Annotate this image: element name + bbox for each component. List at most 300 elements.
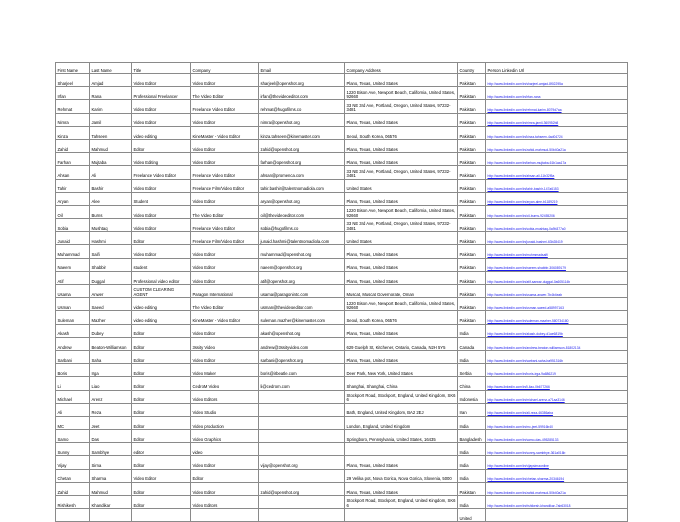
cell-email: sarbani@openshot.org	[259, 350, 345, 363]
cell-first-name: Boris	[56, 364, 90, 377]
cell-company: Video Editor	[191, 153, 259, 166]
table-row	[56, 74, 628, 87]
table-row	[56, 337, 628, 350]
cell-email: nimra@openshot.org	[259, 113, 345, 126]
cell-company: Video Editor	[191, 139, 259, 152]
cell-country: Canada	[458, 337, 486, 350]
cell-company: video	[191, 443, 259, 456]
cell-last-name: Sharma	[90, 469, 132, 482]
cell-email: suleman.mazher@kinemaster.com	[259, 311, 345, 324]
cell-email: usman@thevideoeditor.com	[259, 298, 345, 311]
cell-email: irfan@thevideoeditor.com	[259, 87, 345, 100]
cell-title: Video Editing	[132, 153, 191, 166]
cell-title: Video Editor	[132, 100, 191, 113]
cell-first-name: Sunny	[56, 443, 90, 456]
cell-email: andrew@3ssityvideo.com	[259, 337, 345, 350]
cell-linkedin-url[interactable]: http://www.linkedin.com/in/sunny-sambhye-361a016b	[486, 443, 628, 456]
cell-company-address: Stockport Road, Stockport, England, United Kingdom, SK6 6	[345, 390, 458, 403]
cell-company: Freelance Video Editor	[191, 166, 259, 179]
cell-company: The Video Editor	[191, 87, 259, 100]
cell-title: Video Editor	[132, 74, 191, 87]
cell-company-address: United States	[345, 179, 458, 192]
cell-country: United	[458, 509, 486, 522]
cell-title: Editor	[132, 403, 191, 416]
cell-company-address: Plano, Texas, United States	[345, 153, 458, 166]
cell-country: Pakistan	[458, 139, 486, 152]
cell-first-name: Junaid	[56, 232, 90, 245]
cell-title: video editing	[132, 126, 191, 139]
cell-company-address: 1220 Bison Ave, Newport Beach, California, United States, 92660	[345, 87, 458, 100]
cell-first-name: Kinza	[56, 126, 90, 139]
cell-country: Pakistan	[458, 179, 486, 192]
cell-email: zahid@openshot.org	[259, 139, 345, 152]
cell-company-address: Plano, Texas, United States	[345, 139, 458, 152]
cell-country: Pakistan	[458, 192, 486, 205]
cell-email: naeem@openshot.org	[259, 258, 345, 271]
cell-first-name: Chetan	[56, 469, 90, 482]
table-row	[56, 271, 628, 284]
cell-email: junaid.hashmi@talentnomadiola.com	[259, 232, 345, 245]
cell-company-address: Springboro, Pennsylvania, United States, 16435	[345, 430, 458, 443]
cell-linkedin-url[interactable]: http://www.linkedin.com/in/michael-arenz-a71aa3146	[486, 390, 628, 403]
cell-title: Video Editor	[132, 219, 191, 232]
cell-first-name: Vijay	[56, 456, 90, 469]
cell-linkedin-url[interactable]: http://www.linkedin.com/in/samo-das-495285133	[486, 430, 628, 443]
table-row	[56, 377, 628, 390]
table-row	[56, 469, 628, 482]
table-row	[56, 430, 628, 443]
cell-first-name: Atif	[56, 271, 90, 284]
table-row	[56, 443, 628, 456]
cell-company-address: 1220 Bison Ave, Newport Beach, California, United States, 92660	[345, 205, 458, 218]
cell-last-name: Burns	[90, 205, 132, 218]
cell-title: Video Editor	[132, 113, 191, 126]
cell-title: Video Editor	[132, 245, 191, 258]
cell-email: boris@irbeatle.com	[259, 364, 345, 377]
cell-title: Editor	[132, 482, 191, 495]
cell-title: Freelance Video Editor	[132, 166, 191, 179]
cell-linkedin-url[interactable]: http://www.linkedin.com/in/irfan-rana	[486, 87, 628, 100]
cell-last-name: Amjad	[90, 74, 132, 87]
cell-last-name	[90, 509, 132, 522]
cell-company-address: Plano, Texas, United States	[345, 258, 458, 271]
cell-last-name: Jeet	[90, 416, 132, 429]
cell-title: Editor	[132, 364, 191, 377]
cell-last-name: Arenz	[90, 390, 132, 403]
cell-linkedin-url[interactable]: http://www.linkedin.com/in/chetan-sharma-20346194	[486, 469, 628, 482]
cell-linkedin-url[interactable]: http://www.linkedin.com/in/rehmat-karim-8079d7aa	[486, 100, 628, 113]
cell-company-address: Plano, Texas, United States	[345, 192, 458, 205]
cell-company: Editor	[191, 469, 259, 482]
cell-title: Student	[132, 192, 191, 205]
cell-email	[259, 403, 345, 416]
cell-linkedin-url[interactable]	[486, 509, 628, 522]
cell-country: India	[458, 456, 486, 469]
cell-company-address: Bath, England, United Kingdom, BA2 2EJ	[345, 403, 458, 416]
cell-company-address: United States	[345, 232, 458, 245]
cell-linkedin-url[interactable]: http://www.linkedin.com/in/boris-irga-9a886219	[486, 364, 628, 377]
cell-company-address: 33 NE 3rd Ave, Portland, Oregon, United States, 97232-3481	[345, 166, 458, 179]
cell-email: atif@openshot.org	[259, 271, 345, 284]
cell-company-address: Plano, Texas, United States	[345, 324, 458, 337]
cell-linkedin-url[interactable]: http://www.linkedin.com/in/sobia-mushtaq-0a9b377a0	[486, 219, 628, 232]
cell-title: Editor	[132, 377, 191, 390]
cell-country: Pakistan	[458, 113, 486, 126]
cell-linkedin-url[interactable]: http://www.linkedin.com/in/tahir-bashir-147a6153	[486, 179, 628, 192]
cell-first-name: Oil	[56, 205, 90, 218]
cell-first-name: Nimra	[56, 113, 90, 126]
cell-company-address: Shanghai, Shanghai, China	[345, 377, 458, 390]
cell-email: kinza.tahseen@kinemaster.com	[259, 126, 345, 139]
cell-email: zahid@openshot.org	[259, 482, 345, 495]
table-row	[56, 364, 628, 377]
cell-country: Pakistan	[458, 153, 486, 166]
cell-company-address: Deer Park, New York, United States	[345, 364, 458, 377]
table-row	[56, 192, 628, 205]
cell-first-name: Rishikesh	[56, 496, 90, 509]
cell-title: Professional Freelancer	[132, 87, 191, 100]
cell-email	[259, 469, 345, 482]
cell-company: Paragon International	[191, 285, 259, 298]
cell-country: India	[458, 324, 486, 337]
cell-last-name: Bashir	[90, 179, 132, 192]
cell-first-name: Muhammad	[56, 245, 90, 258]
cell-country: India	[458, 416, 486, 429]
cell-linkedin-url[interactable]: http://www.linkedin.com/in/usama-anwer-7b4b4eab	[486, 285, 628, 298]
cell-title	[132, 509, 191, 522]
cell-email	[259, 496, 345, 509]
cell-first-name	[56, 509, 90, 522]
cell-company: Video Editors	[191, 496, 259, 509]
cell-country: Pakistan	[458, 482, 486, 495]
cell-linkedin-url[interactable]: http://www.linkedin.com/in/oil-burns-92455206	[486, 205, 628, 218]
cell-last-name: Irga	[90, 364, 132, 377]
cell-linkedin-url[interactable]: http://www.linkedin.com/in/ahsan-ali-11b32f5a	[486, 166, 628, 179]
table-row	[56, 166, 628, 179]
cell-linkedin-url[interactable]: http://www.linkedin.com/in/suleman-mazher-580734180	[486, 311, 628, 324]
cell-company-address: Plano, Texas, United States	[345, 482, 458, 495]
cell-company: Freelance Film/Video Editor	[191, 232, 259, 245]
cell-last-name: Mujtaba	[90, 153, 132, 166]
table-row	[56, 232, 628, 245]
cell-company: Freelance Video Editor	[191, 219, 259, 232]
cell-company-address: 1220 Bison Ave, Newport Beach, California, United States, 92660	[345, 298, 458, 311]
table-row	[56, 113, 628, 126]
cell-last-name: Jamil	[90, 113, 132, 126]
cell-company: Video Editors	[191, 390, 259, 403]
header-row	[56, 63, 628, 74]
cell-email: farhan@openshot.org	[259, 153, 345, 166]
cell-last-name: Mushtaq	[90, 219, 132, 232]
cell-email: oil@thevideoeditor.com	[259, 205, 345, 218]
cell-country: Pakistan	[458, 219, 486, 232]
cell-linkedin-url[interactable]: http://www.linkedin.com/in/nimra-jamil-360952b8	[486, 113, 628, 126]
cell-linkedin-url[interactable]: http://www.linkedin.com/in/ali-reza-46386aba	[486, 403, 628, 416]
cell-first-name: Sharjeel	[56, 74, 90, 87]
cell-company: 3ssity Video	[191, 337, 259, 350]
table-row	[56, 311, 628, 324]
cell-email: sharjeel@openshot.org	[259, 74, 345, 87]
cell-last-name: Rana	[90, 87, 132, 100]
cell-title: video editing	[132, 311, 191, 324]
column-header-email: Email	[259, 63, 345, 74]
cell-first-name: MC	[56, 416, 90, 429]
cell-company-address: Stockport Road, Stockport, England, United Kingdom, SK6 6	[345, 496, 458, 509]
cell-company	[191, 509, 259, 522]
cell-company-address: Plano, Texas, United States	[345, 74, 458, 87]
cell-linkedin-url[interactable]: http://www.linkedin.com/in/zahid-mahmud-50b40a21a	[486, 482, 628, 495]
column-header-company-address: Company Address	[345, 63, 458, 74]
column-header-company: Company	[191, 63, 259, 74]
cell-last-name: Shabbir	[90, 258, 132, 271]
column-header-title: Title	[132, 63, 191, 74]
column-header-last-name: Last Name	[90, 63, 132, 74]
cell-company-address: 29 Velika pot, Nova Gorica, Nova Gorica, Slovenia, 5000	[345, 469, 458, 482]
cell-last-name: Das	[90, 430, 132, 443]
cell-company-address: Plano, Texas, United States	[345, 113, 458, 126]
cell-company-address: Plano, Texas, United States	[345, 456, 458, 469]
cell-first-name: Tahir	[56, 179, 90, 192]
cell-title: Video Editor	[132, 469, 191, 482]
cell-first-name: Sarbani	[56, 350, 90, 363]
cell-title: student	[132, 258, 191, 271]
cell-company: Freelance Film/Video Editor	[191, 179, 259, 192]
cell-first-name: Samo	[56, 430, 90, 443]
cell-first-name: Aryan	[56, 192, 90, 205]
cell-email: tahir.bashir@talentnomadiola.com	[259, 179, 345, 192]
cell-email: muhammad@openshot.org	[259, 245, 345, 258]
cell-linkedin-url[interactable]: http://www.linkedin.com/in/usman-saeed-a58997163	[486, 298, 628, 311]
cell-first-name: Zahid	[56, 139, 90, 152]
cell-email: rehmat@hugofilms.co	[259, 100, 345, 113]
cell-country: Pakistan	[458, 166, 486, 179]
cell-country: India	[458, 496, 486, 509]
table-row	[56, 205, 628, 218]
table-row	[56, 403, 628, 416]
table-row	[56, 482, 628, 495]
cell-title: Editor	[132, 350, 191, 363]
cell-country: Iran	[458, 403, 486, 416]
cell-linkedin-url[interactable]: http://www.linkedin.com/in/andrew-beaton-williamson-81802134	[486, 337, 628, 350]
table-row	[56, 139, 628, 152]
cell-company: Video Editor	[191, 482, 259, 495]
cell-country: Pakistan	[458, 232, 486, 245]
cell-country: Pakistan	[458, 87, 486, 100]
cell-email	[259, 416, 345, 429]
contacts-table	[55, 62, 628, 522]
cell-last-name: Mahmud	[90, 139, 132, 152]
cell-last-name: Reza	[90, 403, 132, 416]
cell-country: India	[458, 469, 486, 482]
cell-linkedin-url[interactable]: http://www.linkedin.com/in/rishikesh-khandikar-7ab63018	[486, 496, 628, 509]
cell-company: Video Editor	[191, 350, 259, 363]
cell-last-name: Dubey	[90, 324, 132, 337]
cell-company-address: Plano, Texas, United States	[345, 245, 458, 258]
cell-last-name: Saha	[90, 350, 132, 363]
cell-company: Video Editor	[191, 245, 259, 258]
table-row	[56, 456, 628, 469]
cell-company: Video Editor	[191, 192, 259, 205]
cell-title: Professional video editor	[132, 271, 191, 284]
cell-last-name: Anwer	[90, 285, 132, 298]
cell-linkedin-url[interactable]: http://www.linkedin.com/in/muhmmadsaifi	[486, 245, 628, 258]
cell-title: Editor	[132, 456, 191, 469]
table-row	[56, 245, 628, 258]
cell-linkedin-url[interactable]: http://www.linkedin.com/in/naeem-shabbir-306089179	[486, 258, 628, 271]
cell-company-address: 33 NE 3rd Ave, Portland, Oregon, United States, 97232-3481	[345, 100, 458, 113]
cell-country: Bangladesh	[458, 430, 486, 443]
cell-country: Indonesia	[458, 390, 486, 403]
cell-country: Pakistan	[458, 298, 486, 311]
cell-country: China	[458, 377, 486, 390]
cell-title: Video Editor	[132, 179, 191, 192]
cell-country: Pakistan	[458, 271, 486, 284]
cell-email	[259, 509, 345, 522]
cell-last-name: Liao	[90, 377, 132, 390]
cell-company: KineMaster - Video Editor	[191, 311, 259, 324]
cell-linkedin-url[interactable]: http://www.linkedin.com/in/akash-dubey-d1ae6819b	[486, 324, 628, 337]
cell-company-address: Plano, Texas, United States	[345, 271, 458, 284]
cell-title: Editor	[132, 416, 191, 429]
cell-country: Serbia	[458, 364, 486, 377]
cell-email	[259, 443, 345, 456]
cell-company-address: Seoul, South Korea, 06576	[345, 311, 458, 324]
cell-title: Editor	[132, 232, 191, 245]
cell-company: Video Graphics	[191, 430, 259, 443]
table-row	[56, 153, 628, 166]
table-row	[56, 285, 628, 298]
cell-company-address	[345, 443, 458, 456]
cell-first-name: Akash	[56, 324, 90, 337]
cell-title: video editing	[132, 298, 191, 311]
table-row	[56, 219, 628, 232]
cell-email: usama@paragonintc.com	[259, 285, 345, 298]
column-header-linkedin-url: Person Linkedin Url	[486, 63, 628, 74]
cell-last-name: Mazher	[90, 311, 132, 324]
cell-last-name: Sambhye	[90, 443, 132, 456]
cell-first-name: Usama	[56, 285, 90, 298]
cell-first-name: Rehmat	[56, 100, 90, 113]
cell-title: Editor	[132, 496, 191, 509]
cell-linkedin-url[interactable]: http://www.linkedin.com/in/aryan-alee-b1189219	[486, 192, 628, 205]
table-row	[56, 298, 628, 311]
cell-country: Pakistan	[458, 74, 486, 87]
cell-country: Pakistan	[458, 126, 486, 139]
cell-first-name: Zahid	[56, 482, 90, 495]
cell-last-name: Ali	[90, 166, 132, 179]
cell-country: Pakistan	[458, 205, 486, 218]
cell-last-name: Mahmud	[90, 482, 132, 495]
cell-company: Video Editor	[191, 258, 259, 271]
cell-company: KineMaster - Video Editor	[191, 126, 259, 139]
cell-company-address: 629 Guelph St, Kitchener, Ontario, Canada, N2H 5Y5	[345, 337, 458, 350]
table-row	[56, 324, 628, 337]
cell-title: Editor	[132, 139, 191, 152]
cell-company-address: Seoul, South Korea, 06576	[345, 126, 458, 139]
cell-last-name: Alee	[90, 192, 132, 205]
cell-company: Video Editor	[191, 324, 259, 337]
cell-first-name: Li	[56, 377, 90, 390]
cell-linkedin-url[interactable]: http://www.linkedin.com/in/junaid-hashmi-63b28419	[486, 232, 628, 245]
cell-first-name: Andrew	[56, 337, 90, 350]
cell-last-name: Karim	[90, 100, 132, 113]
cell-company: CedroM Video	[191, 377, 259, 390]
cell-company: Video production	[191, 416, 259, 429]
cell-email: sobia@hugofilms.co	[259, 219, 345, 232]
cell-first-name: Farhan	[56, 153, 90, 166]
cell-company: The Video Editor	[191, 298, 259, 311]
table-row	[56, 509, 628, 522]
table-row	[56, 496, 628, 509]
cell-linkedin-url[interactable]: http://www.linkedin.com/in/farhan-mujtaba-61b1aa17a	[486, 153, 628, 166]
cell-linkedin-url[interactable]: http://www.linkedin.com/in/atif-sarwar-duggal-0a605114b	[486, 271, 628, 284]
cell-last-name: Saeed	[90, 298, 132, 311]
cell-company: Video Editor	[191, 74, 259, 87]
cell-email: li@cedrom.com	[259, 377, 345, 390]
cell-linkedin-url[interactable]: http://www.linkedin.com/in/vijaysirnaonline	[486, 456, 628, 469]
cell-email: vijay@openshot.org	[259, 456, 345, 469]
cell-country: Pakistan	[458, 285, 486, 298]
cell-linkedin-url[interactable]: http://www.linkedin.com/in/kinza-tahseen-4ad04724	[486, 126, 628, 139]
table-row	[56, 258, 628, 271]
cell-last-name: Saifi	[90, 245, 132, 258]
cell-title: editor	[132, 443, 191, 456]
table-body	[56, 74, 628, 522]
cell-first-name: Sobia	[56, 219, 90, 232]
table-row	[56, 390, 628, 403]
cell-company: Video Editor	[191, 456, 259, 469]
cell-linkedin-url[interactable]: http://www.linkedin.com/in/li-liao-0b677266	[486, 377, 628, 390]
cell-last-name: Tahseen	[90, 126, 132, 139]
cell-email: aryan@openshot.org	[259, 192, 345, 205]
cell-country: Pakistan	[458, 258, 486, 271]
cell-last-name: Hashmi	[90, 232, 132, 245]
cell-email	[259, 430, 345, 443]
cell-linkedin-url[interactable]: http://www.linkedin.com/in/zahid-mahmud-50b40a21a	[486, 139, 628, 152]
cell-company: Video Editor	[191, 271, 259, 284]
cell-linkedin-url[interactable]: http://www.linkedin.com/in/sharjeel-amjad-8f02295a	[486, 74, 628, 87]
cell-company: Video Maker	[191, 364, 259, 377]
table-row	[56, 350, 628, 363]
cell-company-address: London, England, United Kingdom	[345, 416, 458, 429]
cell-last-name: Sirna	[90, 456, 132, 469]
cell-linkedin-url[interactable]: http://www.linkedin.com/in/mc-jeet-59916b40	[486, 416, 628, 429]
cell-linkedin-url[interactable]: http://www.linkedin.com/in/sarbani-saha-ba951316b	[486, 350, 628, 363]
cell-country: Pakistan	[458, 245, 486, 258]
cell-title: Editor	[132, 324, 191, 337]
cell-email: akash@openshot.org	[259, 324, 345, 337]
cell-country: Pakistan	[458, 100, 486, 113]
column-header-country: Country	[458, 63, 486, 74]
cell-first-name: Michael	[56, 390, 90, 403]
table-row	[56, 416, 628, 429]
cell-company-address: Muscat, Muscat Governorate, Oman	[345, 285, 458, 298]
cell-title: CUSTOM CLEARING AGENT	[132, 285, 191, 298]
cell-country: India	[458, 350, 486, 363]
cell-company-address: Plano, Texas, United States	[345, 350, 458, 363]
cell-title: Editor	[132, 390, 191, 403]
cell-title: Video Editor	[132, 205, 191, 218]
table-row	[56, 100, 628, 113]
cell-company-address	[345, 509, 458, 522]
cell-company: The Video Editor	[191, 205, 259, 218]
cell-country: India	[458, 443, 486, 456]
cell-first-name: Usman	[56, 298, 90, 311]
column-header-first-name: First Name	[56, 63, 90, 74]
cell-email: ahsan@promenca.com	[259, 166, 345, 179]
cell-first-name: Suleman	[56, 311, 90, 324]
cell-country: Pakistan	[458, 311, 486, 324]
